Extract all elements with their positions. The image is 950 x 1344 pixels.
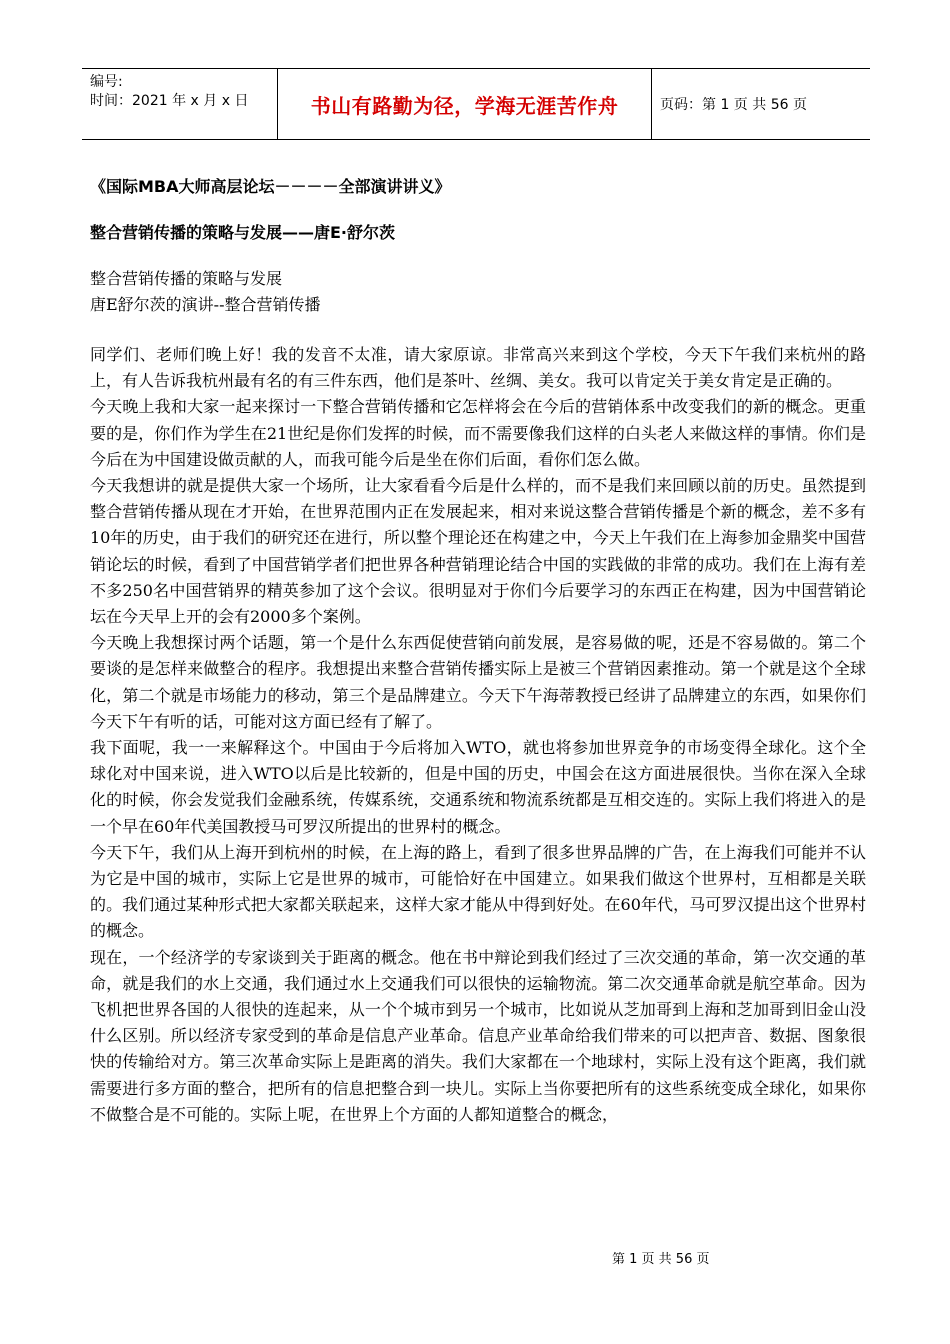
subtitle-block [90,266,321,318]
header-motto: 书山有路勤为径，学海无涯苦作舟 [278,69,652,139]
paragraph: 同学们、老师们晚上好！我的发音不太准，请大家原谅。非常高兴来到这个学校，今天下午我们来杭州的路上，有人告诉我杭州最有名的有三件东西，他们是茶叶、丝绸、美女。我可以肯定关于美女肯定是正确的。 [90,345,866,391]
header-meta [82,69,278,139]
body-text [90,342,866,1128]
paragraph: 今天晚上我想探讨两个话题，第一个是什么东西促使营销向前发展，是容易做的呢，还是不容易做的。第二个要谈的是怎样来做整合的程序。我想提出来整合营销传播实际上是被三个营销因素推动。第一个就是这个全球化，第二个就是市场能力的移动，第三个是品牌建立。今天下午海蒂教授已经讲了品牌建立的东西，如果你们今天下午有听的话，可能对这方面已经有了解了。 [90,633,866,731]
paragraph: 我下面呢，我一一来解释这个。中国由于今后将加入WTO，就也将参加世界竞争的市场变得全球化。这个全球化对中国来说，进入WTO以后是比较新的，但是中国的历史，中国会在这方面进展很快。当你在深入全球化的时候，你会发觉我们金融系统，传媒系统，交通系统和物流系统都是互相交连的。实际上我们将进入的是一个早在60年代美国教授马可罗汉所提出的世界村的概念。 [90,738,866,836]
paragraph: 今天晚上我和大家一起来探讨一下整合营销传播和它怎样将会在今后的营销体系中改变我们的新的概念。更重要的是，你们作为学生在21世纪是你们发挥的时候，而不需要像我们这样的白头老人来做这样的事情。你们是今后在为中国建设做贡献的人，而我可能今后是坐在你们后面，看你们怎么做。 [90,397,866,469]
paragraph: 现在，一个经济学的专家谈到关于距离的概念。他在书中辩论到我们经过了三次交通的革命，第一次交通的革命，就是我们的水上交通，我们通过水上交通我们可以很快的运输物流。第二次交通革命就是航空革命。因为飞机把世界各国的人很快的连起来，从一个个城市到另一个城市，比如说从芝加哥到上海和芝加哥到旧金山没什么区别。所以经济专家受到的革命是信息产业革命。信息产业革命给我们带来的可以把声音、数据、图象很快的传输给对方。第三次革命实际上是距离的消失。我们大家都在一个地球村，实际上没有这个距离，我们就需要进行多方面的整合，把所有的信息把整合到一块儿。实际上当你要把所有的这些系统变成全球化，如果你不做整合是不可能的。实际上呢，在世界上个方面的人都知道整合的概念， [90,947,866,1124]
paragraph: 今天下午，我们从上海开到杭州的时候，在上海的路上，看到了很多世界品牌的广告，在上海我们可能并不认为它是中国的城市，实际上它是世界的城市，可能恰好在中国建立。如果我们做这个世界村，互相都是关联的。我们通过某种形式把大家都关联起来，这样大家才能从中得到好处。在60年代，马可罗汉提出这个世界村的概念。 [90,842,866,941]
header-page-info: 页码：第 1 页 共 56 页 [660,97,807,113]
time-label: 时间：2021 年 x 月 x 日 [90,93,249,109]
document-title: 《国际MBA大师高层论坛－－－－全部演讲讲义》 [90,177,451,196]
subtitle-speaker: 唐E舒尔茨的演讲--整合营销传播 [90,295,321,314]
page-footer: 第 1 页 共 56 页 [612,1252,710,1267]
page-header [82,68,870,140]
number-label: 编号: [90,74,123,90]
section-title: 整合营销传播的策略与发展——唐E·舒尔茨 [90,223,396,242]
paragraph: 今天我想讲的就是提供大家一个场所，让大家看看今后是什么样的，而不是我们来回顾以前的历史。虽然提到整合营销传播从现在才开始，在世界范围内正在发展起来，相对来说这整合营销传播是个新的概念，差不多有10年的历史，由于我们的研究还在进行，所以整个理论还在构建之中，今天上午我们在上海参加金鼎奖中国营销论坛的时候，看到了中国营销学者们把世界各种营销理论结合中国的实践做的非常的成功。我们在上海有差不多250名中国营销界的精英参加了这个会议。很明显对于你们今后要学习的东西正在构建，因为中国营销论坛在今天早上开的会有2000多个案例。 [90,476,866,627]
subtitle-topic: 整合营销传播的策略与发展 [90,269,283,288]
